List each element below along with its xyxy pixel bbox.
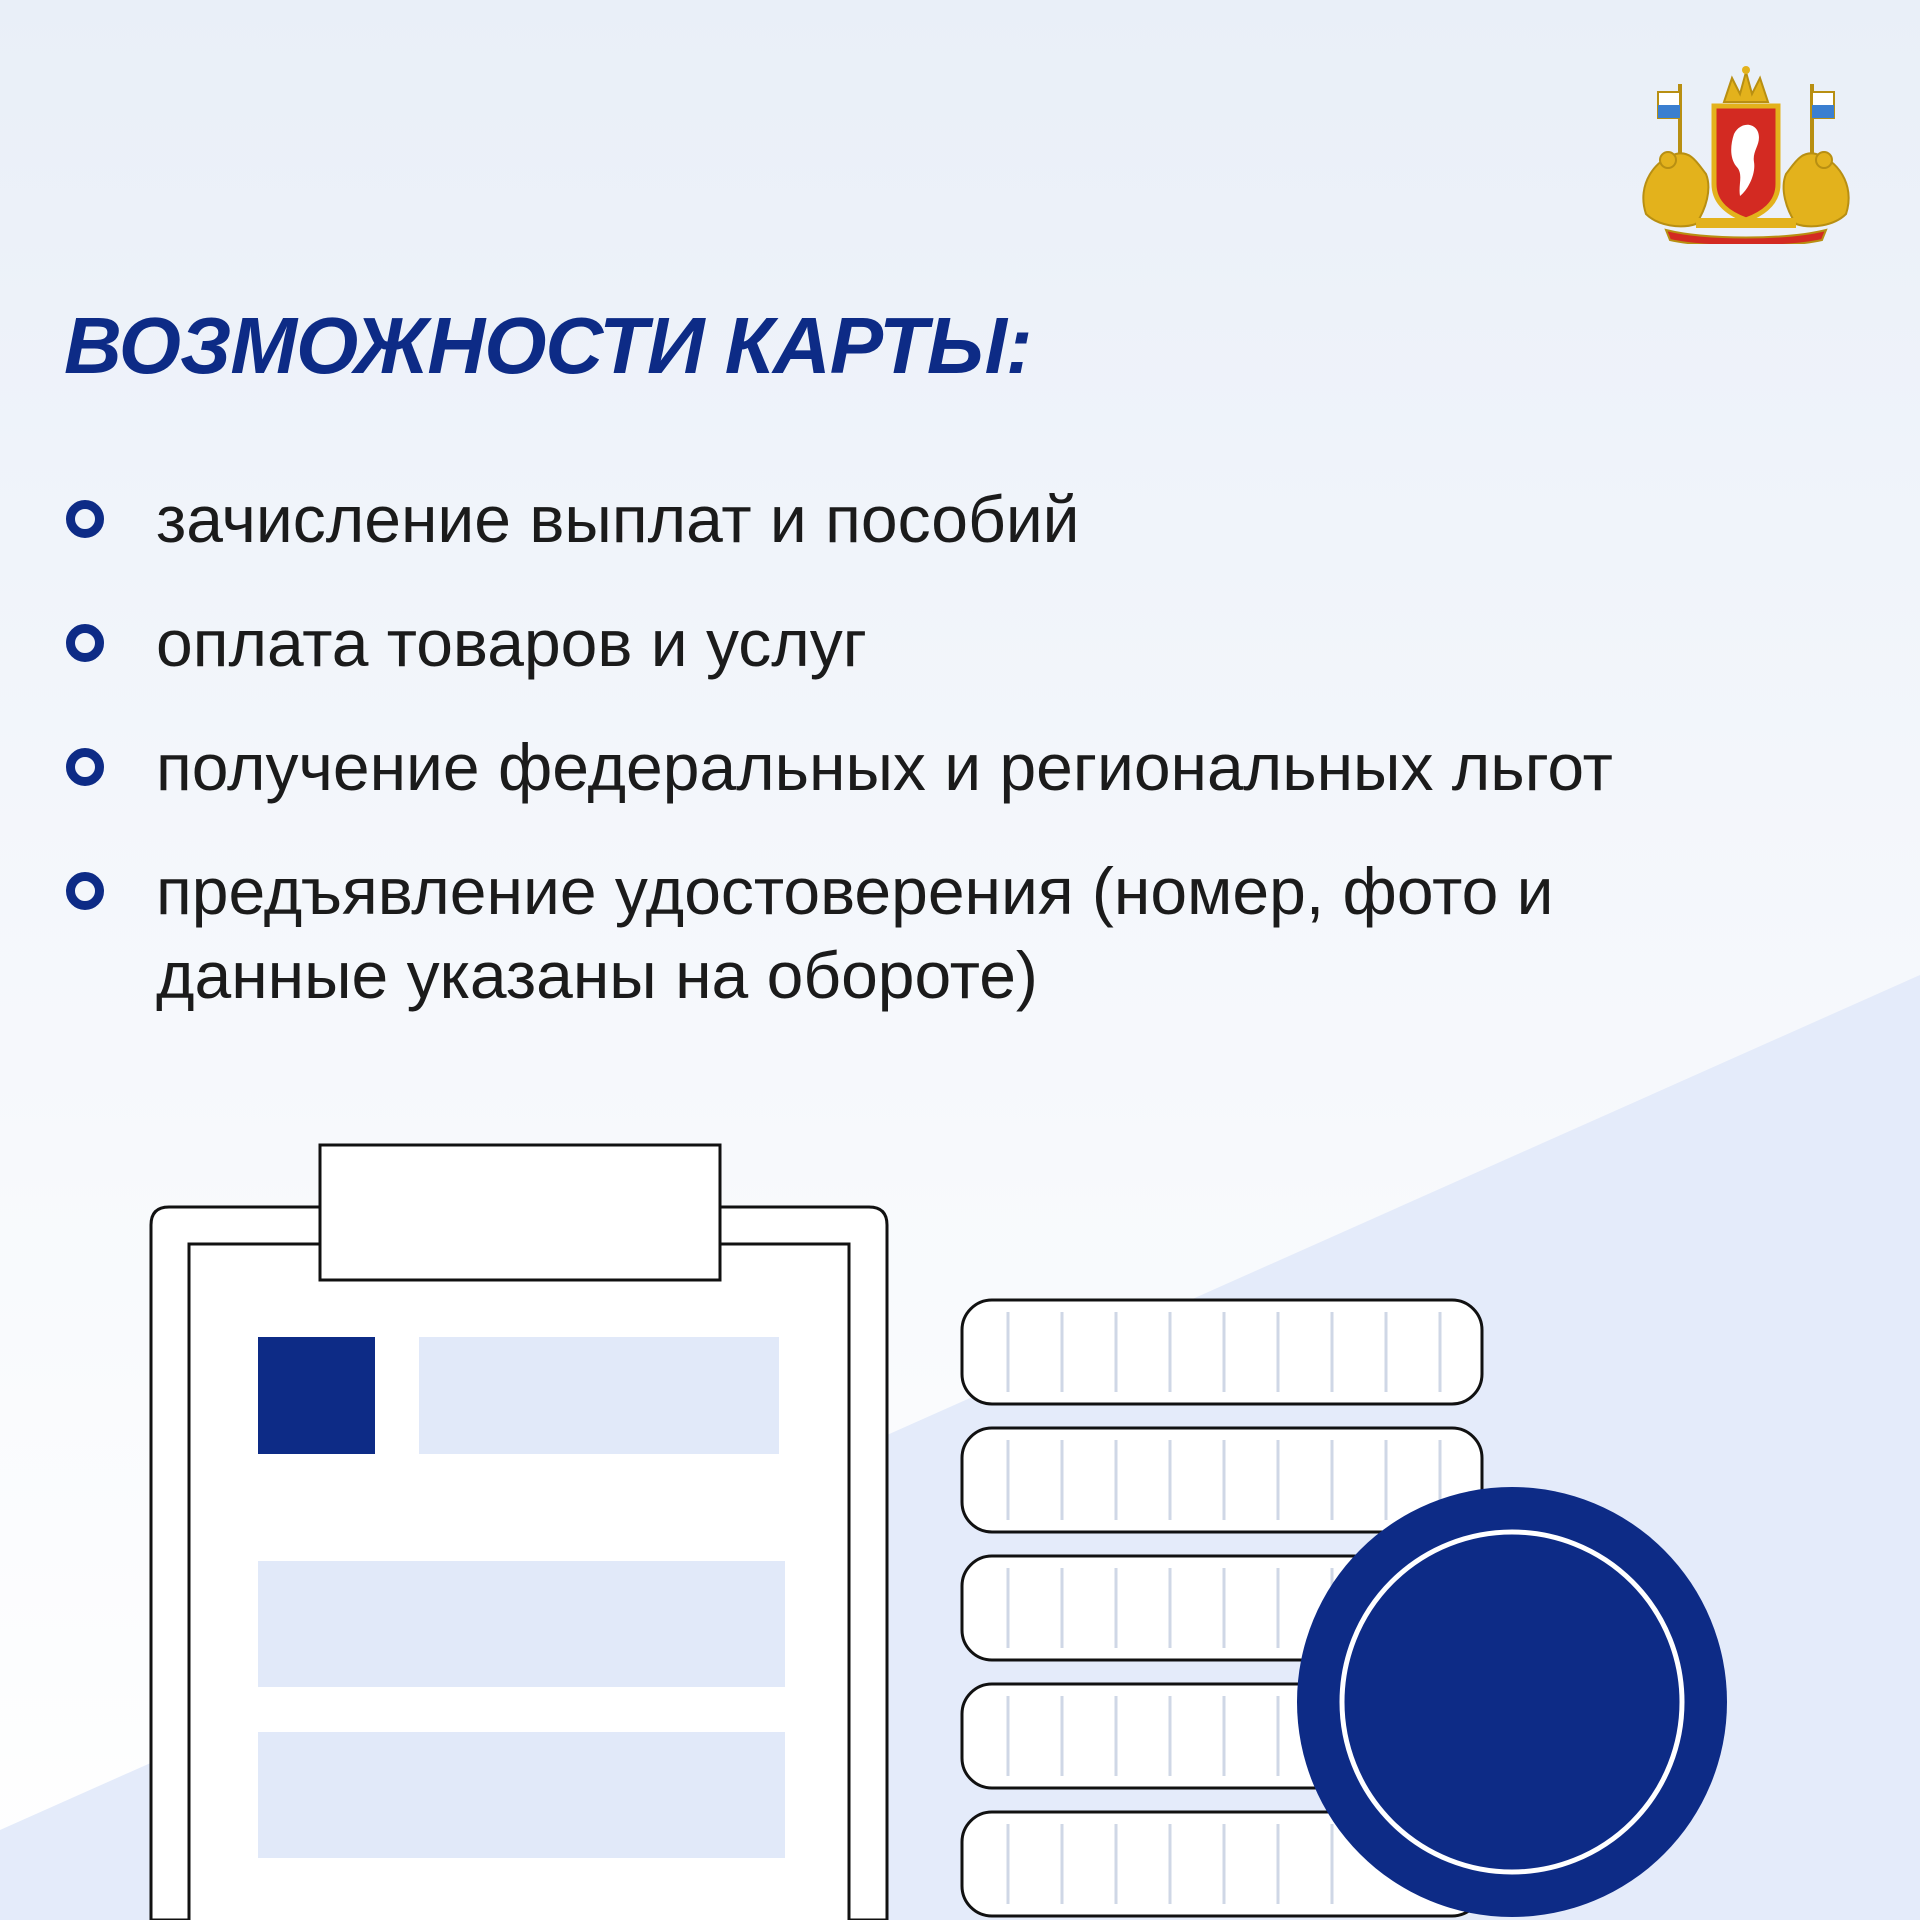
coin-stack-bar xyxy=(962,1300,1482,1404)
list-item-text: зачисление выплат и пособий xyxy=(156,482,1080,556)
list-item-text: предъявление удостоверения (номер, фото и данные указаны на обороте) xyxy=(156,854,1554,1012)
clipboard-illustration xyxy=(151,1145,887,1920)
list-item-text: получение федеральных и региональных льгот xyxy=(156,730,1613,805)
page-title: ВОЗМОЖНОСТИ КАРТЫ: xyxy=(64,301,1032,390)
list-item-text: оплата товаров и услуг xyxy=(156,606,867,681)
coin-illustration xyxy=(1297,1487,1727,1917)
